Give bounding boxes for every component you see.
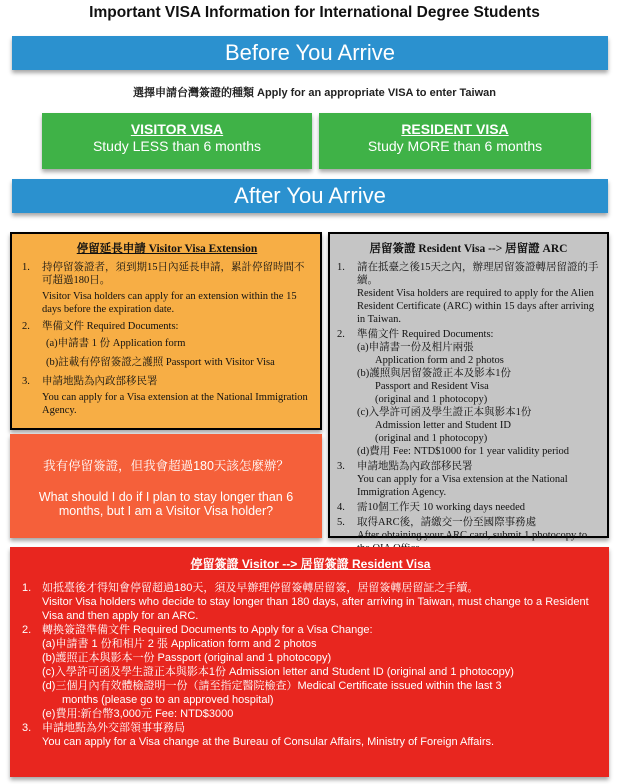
resident-visa-arc-box — [328, 232, 609, 541]
resident-item-3: 3. 申請地點為內政部移民署 You can apply for a Visa extension at the National Immigration Agency. — [337, 461, 568, 498]
apply-visa-line: 選擇申請台灣簽證的種類 Apply for an appropriate VISA to enter Taiwan — [132, 87, 497, 99]
extension-item-3: 3. 申請地點為內政部移民署 You can apply for a Visa extension at the National Immigration Agency. — [22, 376, 308, 416]
extension-item-1: 1. 持停留簽證者，須到期15日內延長申請，累計停留時間不可超過180日。 Visitor Visa holders can apply for an extension within the 15 days before the expiration date. — [22, 262, 305, 315]
resident-item-2: 2. 準備文件 Required Documents: (a)申請書一份及相片兩張 Application form and 2 photos (b)護照與居留簽證正本及影本1份 Passport and Resident Visa (original and 1 photocopy) (c)入學許可函及學生證正本與影本1份 Admission letter and Student ID (original and 1 photocopy) (d)費用 Fee: NTD$1000 for 1 year validity period — [337, 329, 569, 457]
visa-change-heading: 停留簽證 Visitor --> 居留簽證 Resident Visa — [190, 557, 431, 571]
resident-item-5: 5. 取得ARC後，請繳交一份至國際事務處 After obtaining your ARC card, submit 1 photocopy to — [337, 517, 588, 541]
extension-item-2: 2. 準備文件 Required Documents: (a)申請書 1 份 Application form (b)註載有停留簽證之護照 Passport with Visitor Visa — [22, 321, 275, 368]
question-zh: 我有停留簽證，但我會超過180天該怎麼辦？ — [43, 459, 289, 473]
resident-visa-arc-heading: 居留簽證 Resident Visa --> 居留證 ARC — [369, 243, 568, 255]
after-you-arrive-banner: After You Arrive — [12, 179, 608, 213]
question-en: What should I do if I plan to stay longer than 6 months, but I am a Visitor Visa holder? — [38, 490, 294, 518]
resident-item-4: 4. 需10個工作天 10 working days needed — [337, 502, 525, 513]
page-title: Important VISA Information for International Degree Students — [89, 4, 540, 21]
visitor-visa-heading: VISITOR VISA — [130, 121, 224, 137]
visitor-extension-box — [10, 232, 322, 430]
resident-item-1: 1. 請在抵臺之後15天之內，辦理居留簽證轉居留證的手續。 Resident Visa holders are required to apply for the Alien Resident Certificate (ARC) within 15 days after arriving in Taiwan. — [337, 262, 599, 325]
resident-visa-button[interactable] — [319, 113, 591, 169]
visitor-extension-heading: 停留延長申請 Visitor Visa Extension — [76, 243, 258, 255]
visitor-visa-button[interactable] — [42, 113, 312, 169]
resident-visa-subtext: Study MORE than 6 months — [367, 138, 543, 154]
longer-stay-question-box — [10, 434, 322, 538]
before-you-arrive-banner: Before You Arrive — [12, 36, 608, 70]
visitor-visa-subtext: Study LESS than 6 months — [92, 138, 262, 154]
change-item-2: 2. 轉換簽證準備文件 Required Documents to Apply for a Visa Change: (a)申請書 1 份和相片 2 張 Application form and 2 photos (b)護照正本與影本一份 Passport (original and 1 photocopy) (c)入學許可函及學生證正本與影本1份 Admission letter and Student ID (original and 1 photocopy) (d)三個月內有效體檢證明一份（請至指定醫院檢查）Medical Certificate issued within the last 3 months (please go to an approved hospital) (e)費用:新台幣3,000元 Fee: NTD$3000 — [22, 624, 514, 720]
change-item-3: 3. 申請地點為外交部領事事務局 You can apply for a Visa change at the Bureau of Consular Affairs, Ministry of Foreign Affairs. — [22, 722, 495, 748]
change-item-1: 1. 如抵臺後才得知會停留超過180天，須及早辦理停留簽轉居留簽，居留簽轉居留証之手續。 Visitor Visa holders who decide to stay longer than 180 days, after arriving in Taiwan, must change to a Resident Visa and then apply for an ARC. — [22, 582, 589, 622]
resident-visa-heading: RESIDENT VISA — [401, 121, 509, 137]
visa-change-box — [10, 547, 609, 777]
